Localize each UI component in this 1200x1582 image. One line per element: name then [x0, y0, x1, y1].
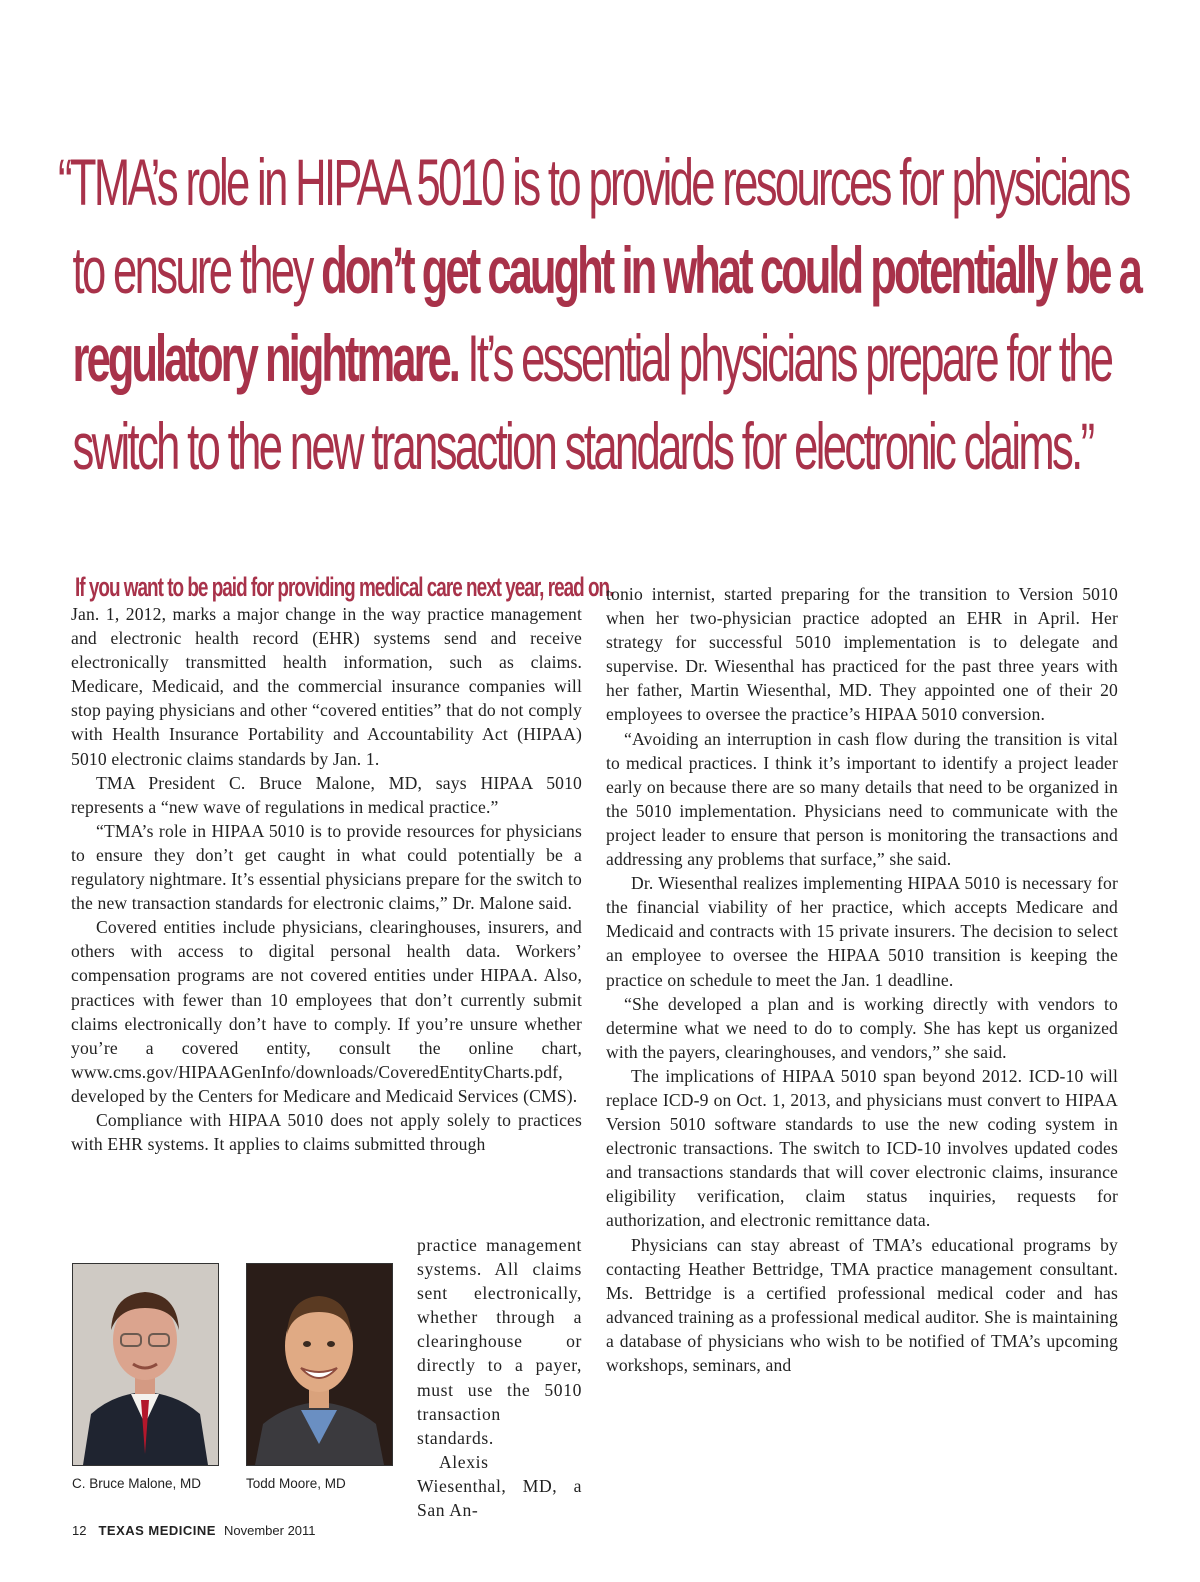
page-number: 12 [72, 1523, 87, 1538]
pull-quote-line-3-plain: It’s essential physicians prepare for the [457, 321, 1112, 395]
paragraph: “She developed a plan and is working directly with vendors to determine what we need to do to comply. She has kept us organized with the payers, clearinghouses, and vendors,” she said. [606, 993, 1118, 1062]
paragraph: Alexis Wiesenthal, MD, a San An- [417, 1451, 582, 1521]
paragraph: tonio internist, started preparing for the transition to Version 5010 when her two-physician practice adopted an EHR in April. Her strategy for successful 5010 implementation is to delegate and supervise. Dr. Wiesenthal has practiced for the past three years with her father, Martin Wiesenthal, MD. They appointed one of their 20 employees to oversee the practice’s HIPAA 5010 conversion. [606, 584, 1118, 725]
issue-date: November 2011 [223, 1523, 316, 1538]
paragraph: practice management systems. All claims sent electronically, whether through a clearinghouse or directly to a payer, must use the 5010 transaction standards. [417, 1235, 582, 1448]
pull-quote-line-4: switch to the new transaction standards for electronic claims.” [72, 409, 1093, 483]
article-column-left [71, 570, 614, 1156]
pull-quote-line-2 [58, 226, 1140, 314]
photo-c-bruce-malone [72, 1263, 219, 1466]
photo-caption: Todd Moore, MD [246, 1476, 346, 1491]
paragraph: Physicians can stay abreast of TMA’s educational programs by contacting Heather Bettridge, TMA practice management consultant. Ms. Bettridge is a certified professional medical coder and has advanced training as a professional medical auditor. She is maintaining a database of physicians who wish to be notified of TMA’s upcoming workshops, seminars, and [606, 1234, 1118, 1375]
magazine-name: TEXAS MEDICINE [98, 1523, 216, 1538]
article-column-right [606, 582, 1118, 1377]
paragraph: Compliance with HIPAA 5010 does not apply solely to practices with EHR systems. It applies to claims submitted through [71, 1109, 582, 1155]
portrait-illustration [247, 1264, 392, 1465]
paragraph: Jan. 1, 2012, marks a major change in the way practice management and electronic health record (EHR) systems send and receive electronically transmitted health information, such as claims. Medicare, Medicaid, and the commercial insurance companies will stop paying physicians and other “covered entities” that do not comply with Health Insurance Portability and Accountability Act (HIPAA) 5010 electronic claims standards by Jan. 1. [71, 604, 582, 769]
photo-caption: C. Bruce Malone, MD [72, 1476, 202, 1491]
pull-quote-line-2-bold: don’t get caught in what could potentially be a [321, 233, 1140, 307]
pull-quote-line-3 [58, 314, 1112, 402]
paragraph: “Avoiding an interruption in cash flow during the transition is vital to medical practices. I think it’s important to identify a project leader early on because there are so many details that need to be organized in the 5010 implementation. Physicians need to communicate with the project leader to ensure that person is monitoring the transactions and addressing any problems that surface,” she said. [606, 728, 1118, 870]
article-column-narrow [417, 1233, 582, 1522]
page-footer [72, 1523, 316, 1538]
pull-quote [58, 138, 1140, 490]
paragraph: Dr. Wiesenthal realizes implementing HIPAA 5010 is necessary for the financial viability of her practice, which accepts Medicare and Medicaid and contracts with 15 private insurers. The decision to select an employee to oversee the HIPAA 5010 transition is keeping the practice on schedule to meet the Jan. 1 deadline. [606, 873, 1118, 990]
lead-in-heading: If you want to be paid for providing medical care next year, read on. [75, 572, 614, 602]
paragraph: “TMA’s role in HIPAA 5010 is to provide resources for physicians to ensure they don’t get caught in what could potentially be a regulatory nightmare. It’s essential physicians prepare for the switch to the new transaction standards for electronic claims,” Dr. Malone said. [71, 820, 582, 914]
paragraph: Covered entities include physicians, clearinghouses, insurers, and others with access to digital personal health data. Workers’ compensation programs are not covered entities under HIPAA. Also, practices with fewer than 10 employees that don’t currently submit claims electronically don’t have to comply. If you’re unsure whether you’re a covered entity, consult the online chart, www.cms.gov/HIPAAGenInfo/downloads/CoveredEntityCharts.pdf, developed by the Centers for Medicare and Medicaid Services (CMS). [71, 917, 582, 1106]
paragraph: The implications of HIPAA 5010 span beyond 2012. ICD-10 will replace ICD-9 on Oct. 1, 2013, and physicians must convert to HIPAA Version 5010 software standards to use the new coding system in electronic transactions. The switch to ICD-10 involves updated codes and transactions standards that will cover electronic claims, insurance eligibility verification, claim status inquiries, requests for authorization, and electronic remittance data. [606, 1065, 1118, 1231]
paragraph: TMA President C. Bruce Malone, MD, says HIPAA 5010 represents a “new wave of regulations in medical practice.” [71, 772, 582, 817]
pull-quote-line-3-bold: regulatory nightmare. [72, 321, 458, 395]
pull-quote-line-2-plain: to ensure they [72, 233, 322, 307]
pull-quote-line-1: “TMA’s role in HIPAA 5010 is to provide resources for physicians [58, 145, 1129, 219]
photo-todd-moore [246, 1263, 393, 1466]
portrait-illustration [73, 1264, 218, 1465]
